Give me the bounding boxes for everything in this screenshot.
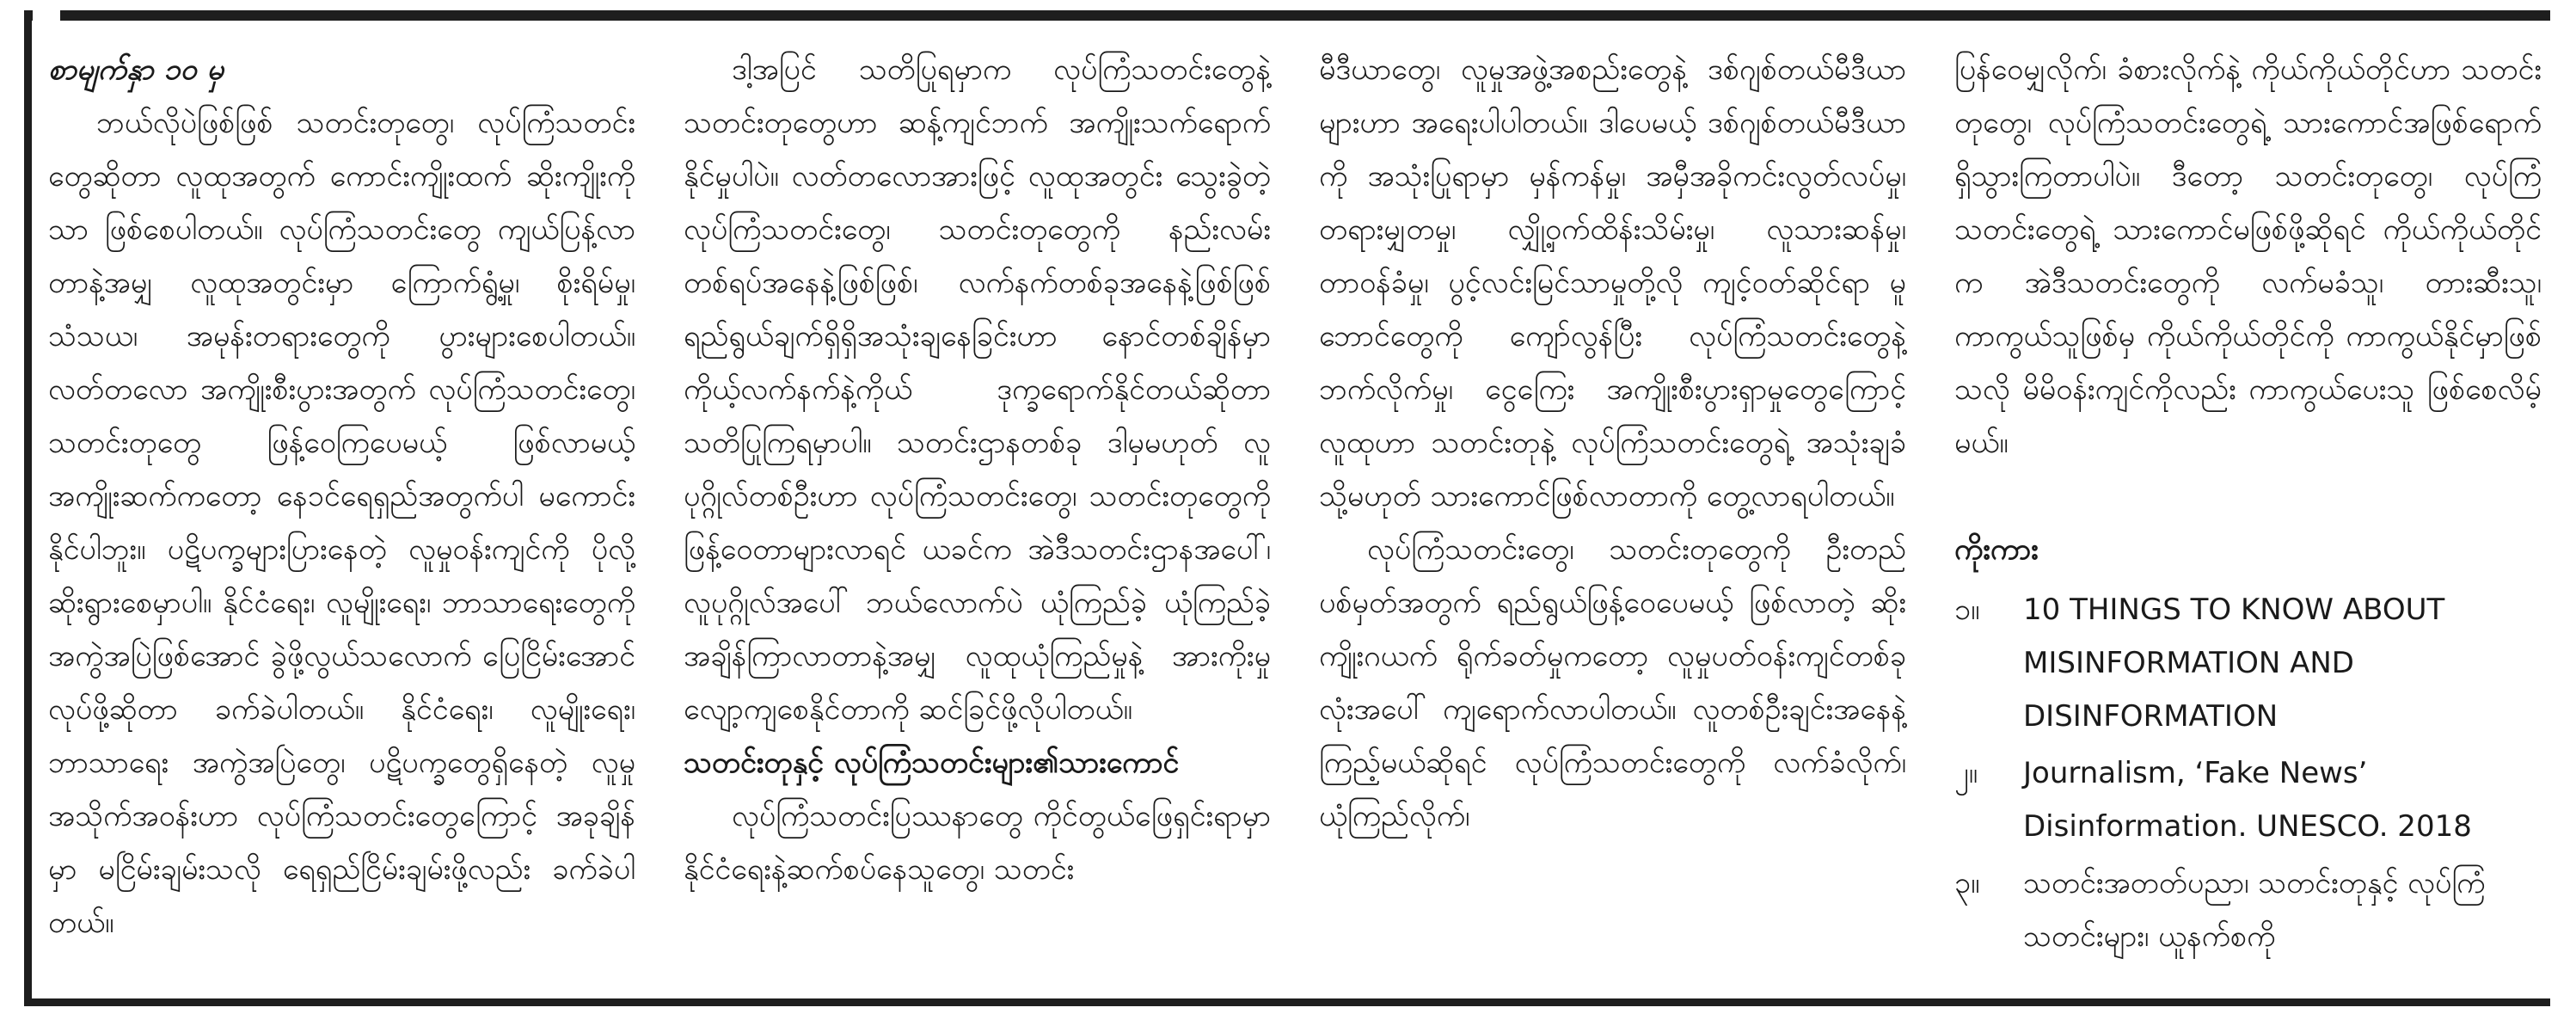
paragraph: မီဒီယာတွေ၊ လူမှုအဖွဲ့အစည်းတွေနဲ့ ဒစ်ဂျစ်တယ်မီဒီယာများဟာ အရေးပါပါတယ်။ ဒါပေမယ့် ဒစ်ဂျစ်တယ်မီဒီယာကို အသုံးပြုရာမှာ မှန်ကန်မှု၊ အမှီအခိုကင်းလွတ်လပ်မှု၊ တရားမျှတမှု၊ လျှို့ဝှက်ထိန်းသိမ်းမှု၊ လူသားဆန်မှု၊ တာဝန်ခံမှု၊ ပွင့်လင်းမြင်သာမှုတို့လို ကျင့်ဝတ်ဆိုင်ရာ မူဘောင်တွေကို ကျော်လွန်ပြီး လုပ်ကြံသတင်းတွေနဲ့ ဘက်လိုက်မှု၊ ငွေကြေး အကျိုးစီးပွားရှာမှုတွေကြောင့် လူထုဟာ သတင်းတုနဲ့ လုပ်ကြံသတင်းတွေရဲ့ အသုံးချခံ သို့မဟုတ် သားကောင်ဖြစ်လာတာကို တွေ့လာရပါတယ်။ [1319,52,1906,513]
column-3 [1319,43,1906,980]
references-heading: ကိုးကား [1954,532,2039,567]
reference-text: သတင်းအတတ်ပညာ၊ သတင်းတုနှင့် လုပ်ကြံသတင်းများ၊ ယူနက်စကို [2023,866,2486,954]
spacer [1954,470,2542,523]
column-4 [1954,43,2542,980]
reference-text: 10 THINGS TO KNOW ABOUT MISINFORMATION AND DISINFORMATION [2023,593,2445,734]
paragraph: ဒါ့အပြင် သတိပြုရမှာက လုပ်ကြံသတင်းတွေနဲ့ သတင်းတုတွေဟာ ဆန့်ကျင်ဘက် အကျိုးသက်ရောက်နိုင်မှုပါပဲ။ လတ်တလောအားဖြင့် လူထုအတွင်း သွေးခွဲတဲ့ လုပ်ကြံသတင်းတွေ၊ သတင်းတုတွေကို နည်းလမ်းတစ်ရပ်အနေနဲ့ဖြစ်ဖြစ်၊ လက်နက်တစ်ခုအနေနဲ့ဖြစ်ဖြစ် ရည်ရွယ်ချက်ရှိရှိအသုံးချနေခြင်းဟာ နောင်တစ်ချိန်မှာ ကိုယ့်လက်နက်နဲ့ကိုယ် ဒုက္ခရောက်နိုင်တယ်ဆိုတာ သတိပြုကြရမှာပါ။ သတင်းဌာနတစ်ခု ဒါမှမဟုတ် လူပုဂ္ဂိုလ်တစ်ဦးဟာ လုပ်ကြံသတင်းတွေ၊ သတင်းတုတွေကို ဖြန့်ဝေတာများလာရင် ယခင်က အဲဒီသတင်းဌာနအပေါ်၊ လူပုဂ္ဂိုလ်အပေါ် ဘယ်လောက်ပဲ ယုံကြည်ခဲ့ ယုံကြည်ခဲ့ အချိန်ကြာလာတာနဲ့အမျှ လူထုယုံကြည်မှုနဲ့ အားကိုးမှု လျော့ကျစေနိုင်တာကို ဆင်ခြင်ဖို့လိုပါတယ်။ [684,52,1271,727]
section-heading: သတင်းတုနှင့် လုပ်ကြံသတင်းများ၏သားကောင် [684,746,1180,780]
continued-from-label: စာမျက်နှာ ၁၀ မှ [48,52,224,87]
reference-number: ၂။ [1954,756,1978,790]
paragraph: လုပ်ကြံသတင်းတွေ၊ သတင်းတုတွေကို ဦးတည်ပစ်မှတ်အတွက် ရည်ရွယ်ဖြန့်ဝေပေမယ့် ဖြစ်လာတဲ့ ဆိုးကျိုးဂယက် ရိုက်ခတ်မှုကတော့ လူမှုပတ်ဝန်းကျင်တစ်ခုလုံးအပေါ် ကျရောက်လာပါတယ်။ လူတစ်ဦးချင်းအနေနဲ့ကြည့်မယ်ဆိုရင် လုပ်ကြံသတင်းတွေကို လက်ခံလိုက်၊ ယုံကြည်လိုက်၊ [1319,532,1906,833]
paragraph: ပြန်ဝေမျှလိုက်၊ ခံစားလိုက်နဲ့ ကိုယ်ကိုယ်တိုင်ဟာ သတင်းတုတွေ၊ လုပ်ကြံသတင်းတွေရဲ့ သားကောင်အဖြစ်ရောက်ရှိသွားကြတာပါပဲ။ ဒီတော့ သတင်းတုတွေ၊ လုပ်ကြံသတင်းတွေရဲ့ သားကောင်မဖြစ်ဖို့ဆိုရင် ကိုယ်ကိုယ်တိုင်က အဲဒီသတင်းတွေကို လက်မခံသူ၊ တားဆီးသူ၊ ကာကွယ်သူဖြစ်မှ ကိုယ်ကိုယ်တိုင်ကို ကာကွယ်နိုင်မှာဖြစ်သလို မိမိဝန်းကျင်ကိုလည်း ကာကွယ်ပေးသူ ဖြစ်စေလိမ့်မယ်။ [1954,52,2542,460]
top-rule [60,10,2550,21]
references-list [1954,583,2542,963]
reference-number: ၁။ [1954,593,1980,627]
paragraph: လုပ်ကြံသတင်းပြဿနာတွေ ကိုင်တွယ်ဖြေရှင်းရာမှာ နိုင်ငံရေးနဲ့ဆက်စပ်နေသူတွေ၊ သတင်း [684,799,1271,887]
reference-number: ၃။ [1954,866,1980,900]
reference-item [1954,746,2542,853]
reference-item [1954,857,2542,963]
column-2 [684,43,1271,980]
column-1 [48,43,635,980]
article-columns [48,43,2542,980]
reference-item [1954,583,2542,743]
paragraph: ဘယ်လိုပဲဖြစ်ဖြစ် သတင်းတုတွေ၊ လုပ်ကြံသတင်းတွေဆိုတာ လူထုအတွက် ကောင်းကျိုးထက် ဆိုးကျိုးကိုသာ ဖြစ်စေပါတယ်။ လုပ်ကြံသတင်းတွေ ကျယ်ပြန့်လာတာနဲ့အမျှ လူထုအတွင်းမှာ ကြောက်ရွံ့မှု၊ စိုးရိမ်မှု၊ သံသယ၊ အမုန်းတရားတွေကို ပွားများစေပါတယ်။ လတ်တလော အကျိုးစီးပွားအတွက် လုပ်ကြံသတင်းတွေ၊ သတင်းတုတွေ ဖြန့်ဝေကြပေမယ့် ဖြစ်လာမယ့်အကျိုးဆက်ကတော့ နေ၁င်ရေရှည်အတွက်ပါ မကောင်းနိုင်ပါဘူး။ ပဋိပက္ခများပြားနေတဲ့ လူမှုဝန်းကျင်ကို ပိုလို့ဆိုးရွားစေမှာပါ။ နိုင်ငံရေး၊ လူမျိုးရေး၊ ဘာသာရေးတွေကို အကွဲအပြဲဖြစ်အောင် ခွဲဖို့လွယ်သလောက် ပြေငြိမ်းအောင်လုပ်ဖို့ဆိုတာ ခက်ခဲပါတယ်။ နိုင်ငံရေး၊ လူမျိုးရေး၊ ဘာသာရေး အကွဲအပြဲတွေ၊ ပဋိပက္ခတွေရှိနေတဲ့ လူမှုအသိုက်အဝန်းဟာ လုပ်ကြံသတင်းတွေကြောင့် အခုချိန်မှာ မငြိမ်းချမ်းသလို ရေရှည်ငြိမ်းချမ်းဖို့လည်း ခက်ခဲပါတယ်။ [48,106,635,940]
corner-rule [24,10,33,21]
reference-text: Journalism, ‘Fake News’ Disinformation. UNESCO. 2018 [2023,756,2472,844]
